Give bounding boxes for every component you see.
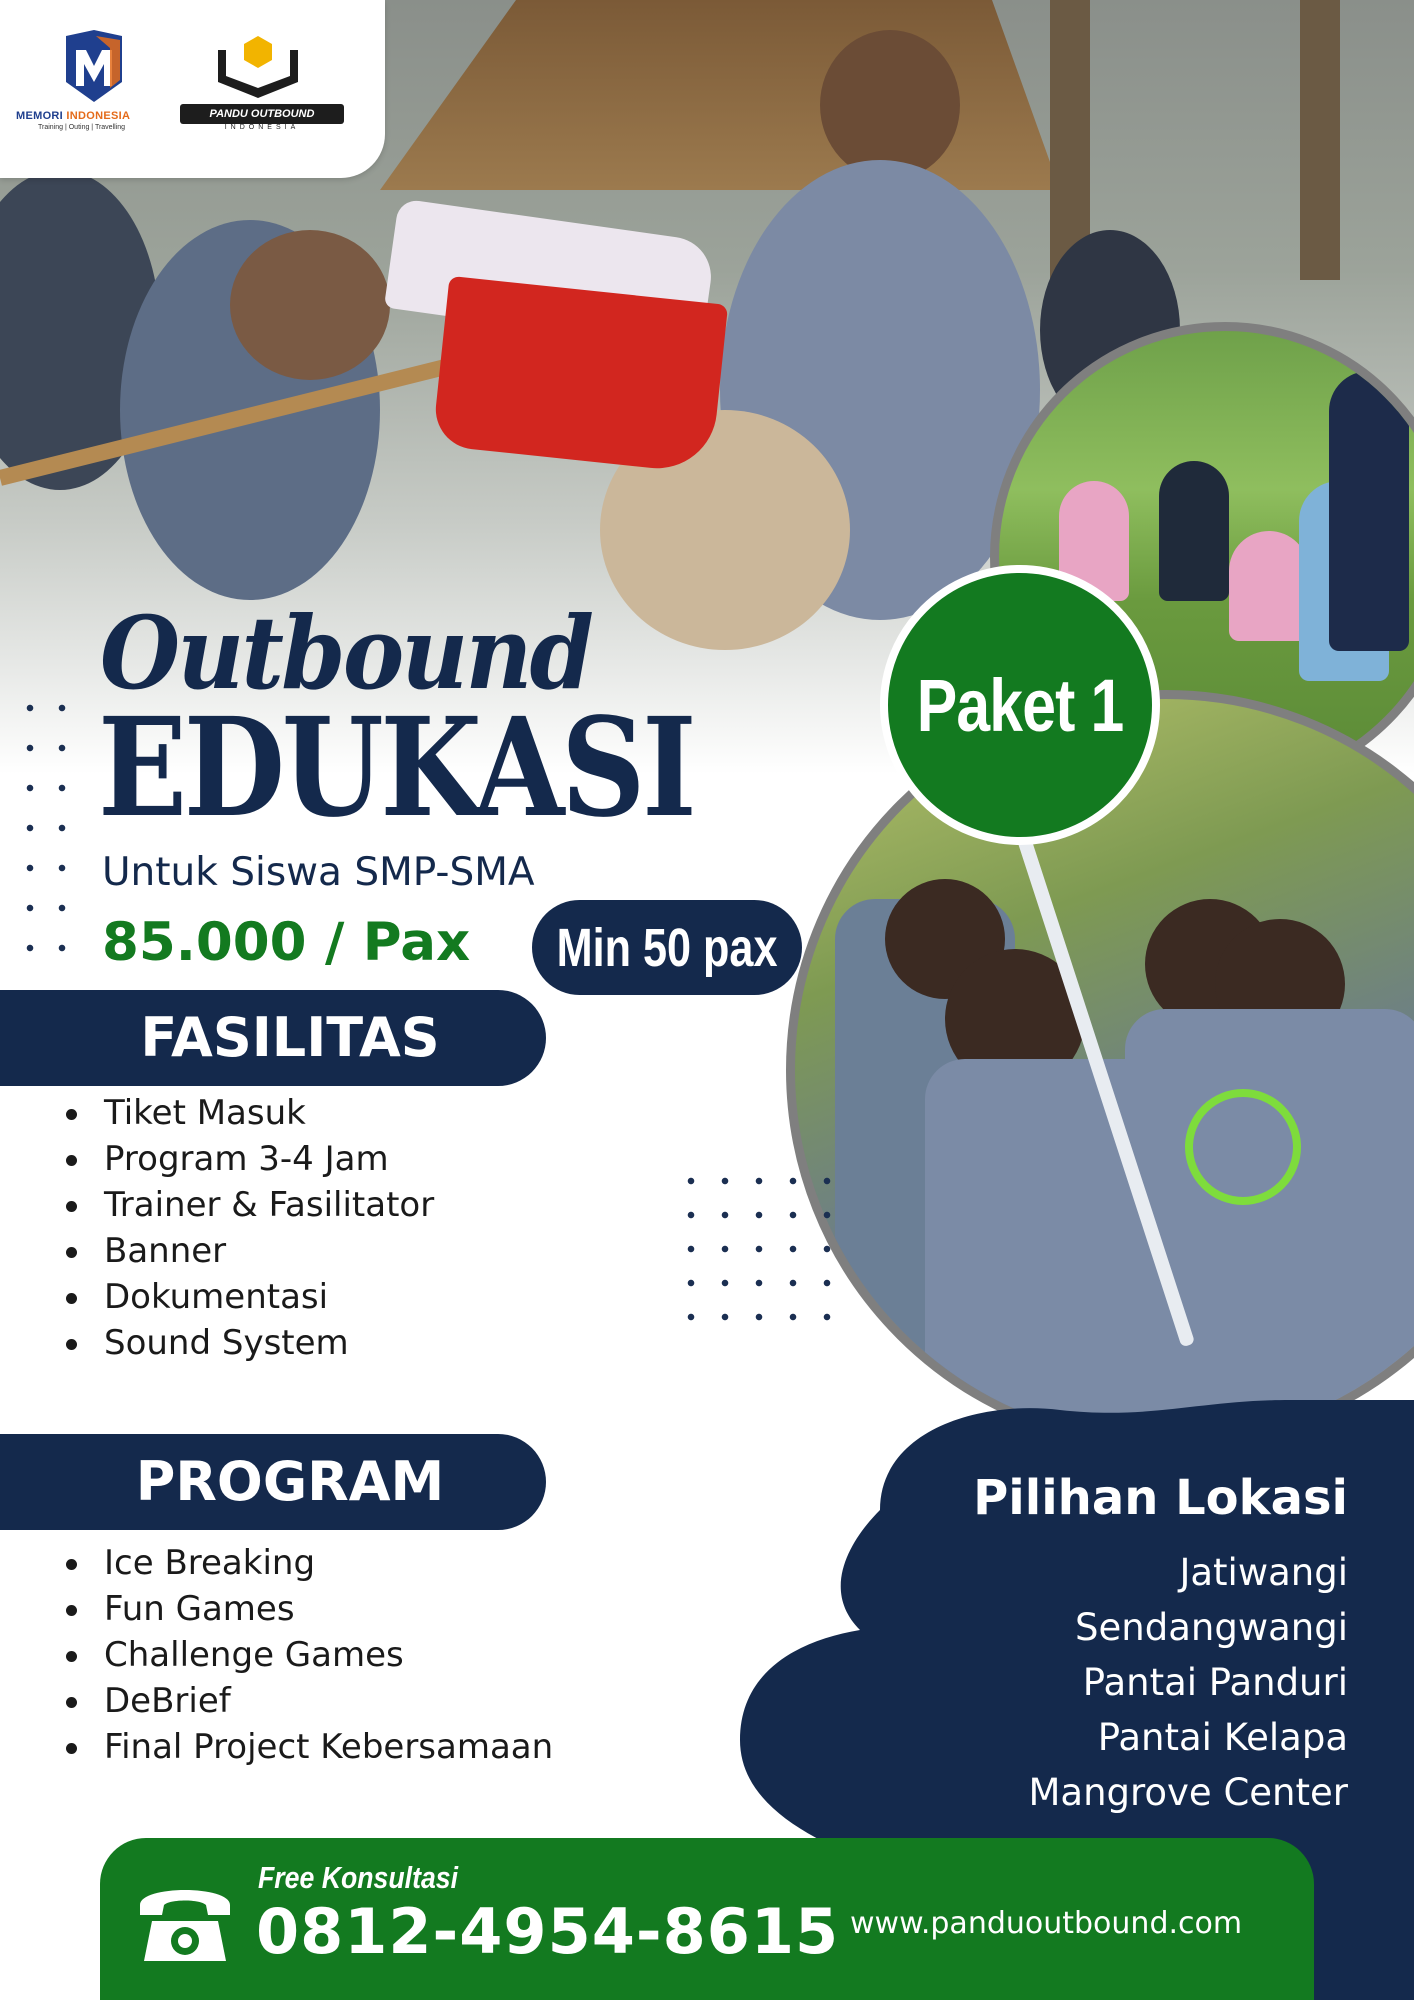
list-item: Dokumentasi	[62, 1274, 434, 1320]
lokasi-list	[1028, 1545, 1348, 1820]
pandu-outbound-logo-icon	[210, 30, 306, 102]
website-link[interactable]: www.panduoutbound.com	[850, 1906, 1243, 1941]
lokasi-title: Pilihan Lokasi	[973, 1470, 1348, 1526]
list-item: Banner	[62, 1228, 434, 1274]
list-item: Program 3-4 Jam	[62, 1136, 434, 1182]
fasilitas-list	[62, 1090, 434, 1366]
list-item: Pantai Kelapa	[1097, 1716, 1348, 1759]
program-title: PROGRAM	[135, 1450, 445, 1513]
list-item: Sendangwangi	[1075, 1606, 1348, 1649]
fasilitas-title: FASILITAS	[140, 1006, 440, 1069]
person-silhouette	[1125, 1009, 1414, 1449]
pandu-outbound-brand-name: PANDU OUTBOUND	[180, 104, 344, 124]
min-pax-label: Min 50 pax	[556, 917, 778, 978]
decor-dots	[674, 1164, 854, 1334]
subtitle: Untuk Siswa SMP-SMA	[102, 850, 535, 895]
person-head	[820, 30, 960, 180]
list-item: DeBrief	[62, 1678, 553, 1724]
headline-script: Outbound	[100, 594, 592, 712]
price: 85.000 / Pax	[102, 912, 471, 973]
konsultasi-label: Free Konsultasi	[258, 1860, 459, 1895]
memori-brand-name: MEMORI INDONESIA	[16, 110, 131, 122]
program-list	[62, 1540, 553, 1770]
list-item: Final Project Kebersamaan	[62, 1724, 553, 1770]
person-silhouette	[1229, 531, 1309, 641]
logo-card	[0, 0, 385, 178]
memori-tagline: Training | Outing | Travelling	[38, 124, 126, 131]
paket-badge	[880, 565, 1160, 845]
list-item: Pantai Panduri	[1082, 1661, 1348, 1704]
list-item: Tiket Masuk	[62, 1090, 434, 1136]
telephone-icon[interactable]	[130, 1875, 240, 1965]
person-head	[230, 230, 390, 380]
min-pax-pill	[532, 900, 802, 995]
list-item: Fun Games	[62, 1586, 553, 1632]
headline-main: EDUKASI	[98, 688, 694, 848]
phone-number[interactable]: 0812-4954-8615	[256, 1895, 840, 1968]
list-item: Mangrove Center	[1028, 1771, 1348, 1814]
list-item: Sound System	[62, 1320, 434, 1366]
tree-trunk	[1300, 0, 1340, 280]
memori-logo-icon	[62, 30, 126, 104]
person-silhouette	[1329, 371, 1409, 651]
list-item: Trainer & Fasilitator	[62, 1182, 434, 1228]
person-silhouette	[1159, 461, 1229, 601]
list-item: Jatiwangi	[1179, 1551, 1348, 1594]
flag-red	[432, 276, 728, 474]
decor-dots	[14, 688, 68, 968]
list-item: Ice Breaking	[62, 1540, 553, 1586]
paket-label: Paket 1	[916, 663, 1124, 747]
green-ring	[1185, 1089, 1301, 1205]
pandu-outbound-sub: INDONESIA	[224, 124, 300, 131]
list-item: Challenge Games	[62, 1632, 553, 1678]
